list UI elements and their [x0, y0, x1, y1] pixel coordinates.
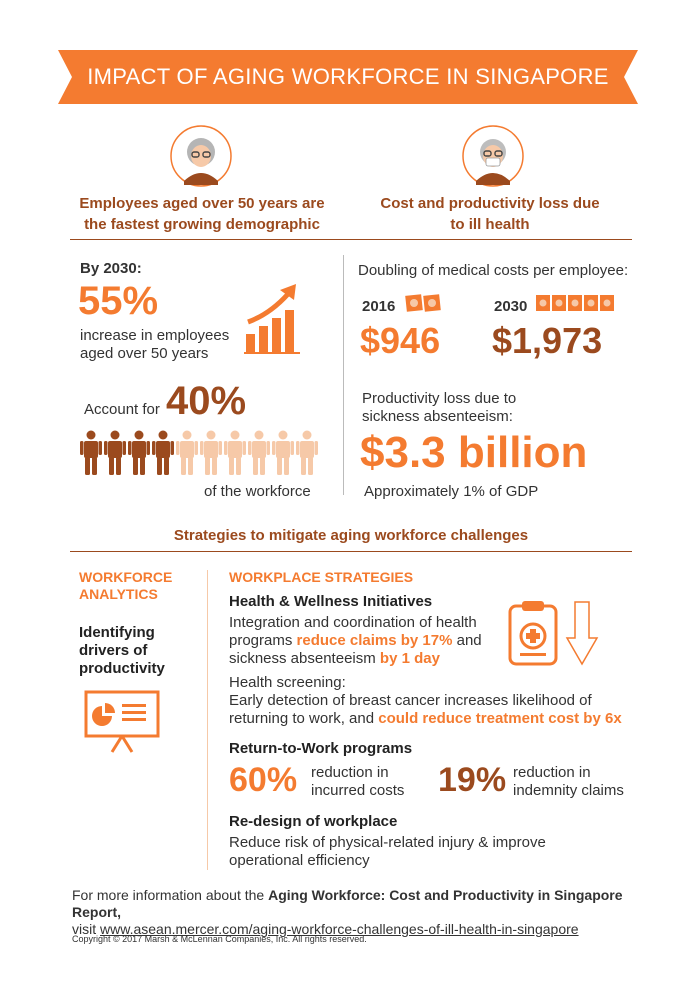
strategies-divider	[70, 551, 632, 552]
down-arrow-icon	[565, 600, 599, 666]
person-icon	[248, 430, 270, 476]
older-woman-icon	[170, 125, 232, 187]
hw-highlight-day: by 1 day	[379, 650, 440, 667]
header-divider	[70, 239, 632, 240]
footer-info-part-a: For more information about the	[72, 887, 265, 903]
year-2030: 2030	[494, 298, 528, 315]
older-man-icon	[462, 125, 524, 187]
analytics-heading: WORKFORCE ANALYTICS	[79, 569, 173, 602]
workforce-share: 40%	[166, 379, 247, 423]
report-title: Aging Workforce: Cost and Productivity in Singapore Report,	[72, 887, 623, 920]
rtw-percentage-2: 19%	[438, 761, 507, 799]
cost-2016: $946	[360, 320, 441, 361]
account-for-label: Account for	[84, 401, 160, 418]
redesign-text: Reduce risk of physical-related injury & improve operational efficiency	[229, 834, 546, 869]
strategy-column-divider	[207, 570, 208, 870]
person-icon	[128, 430, 150, 476]
doubling-label: Doubling of medical costs per employee:	[358, 262, 629, 279]
increase-description: increase in employees aged over 50 years	[80, 327, 230, 362]
rtw-title: Return-to-Work programs	[229, 740, 413, 757]
productivity-loss-label: Productivity loss due to sickness absenteeism:	[362, 390, 517, 425]
gdp-note: Approximately 1% of GDP	[364, 483, 539, 500]
medical-clipboard-icon	[508, 600, 558, 666]
cost-2030: $1,973	[492, 320, 603, 361]
report-link[interactable]: www.asean.mercer.com/aging-workforce-challenges-of-ill-health-in-singapore	[100, 921, 579, 937]
rtw-description-2: reduction in indemnity claims	[513, 764, 624, 799]
workforce-label: of the workforce	[204, 483, 311, 500]
person-icon	[176, 430, 198, 476]
hw-text-part-a: Integration and coordination of health programs	[229, 614, 477, 649]
strategies-title: Strategies to mitigate aging workforce challenges	[173, 527, 529, 544]
workplace-heading: WORKPLACE STRATEGIES	[229, 569, 414, 585]
person-icon	[152, 430, 174, 476]
right-header: Cost and productivity loss due to ill health	[380, 195, 600, 233]
footer-info	[72, 887, 652, 938]
screening-title: Health screening:	[229, 674, 346, 691]
screening-text-part-a: Early detection of breast cancer increases likelihood of returning to work, and	[229, 692, 592, 727]
by-year-label: By 2030:	[80, 260, 142, 277]
health-wellness-text	[229, 614, 491, 668]
redesign-title: Re-design of workplace	[229, 813, 398, 830]
rtw-description-1: reduction in incurred costs	[311, 764, 405, 799]
column-divider	[343, 255, 344, 495]
left-header: Employees aged over 50 years are the fastest growing demographic	[79, 195, 325, 233]
presentation-board-icon	[84, 690, 160, 754]
footer-visit: visit	[72, 921, 97, 937]
increase-percentage: 55%	[78, 279, 159, 323]
year-2016: 2016	[362, 298, 396, 315]
hw-text-part-c: and sickness absenteeism	[229, 632, 482, 667]
screening-text	[229, 692, 639, 728]
page-title: IMPACT OF AGING WORKFORCE IN SINGAPORE	[87, 64, 609, 89]
money-icon	[405, 292, 441, 314]
analytics-subheading: Identifying drivers of productivity	[79, 624, 165, 677]
hw-highlight-claims: reduce claims by 17%	[296, 632, 453, 649]
health-wellness-title: Health & Wellness Initiatives	[229, 593, 433, 610]
person-icon	[272, 430, 294, 476]
person-icon	[224, 430, 246, 476]
screening-highlight: could reduce treatment cost by 6x	[378, 710, 622, 727]
person-icon	[80, 430, 102, 476]
person-icon	[200, 430, 222, 476]
person-icon	[296, 430, 318, 476]
copyright: Copyright © 2017 Marsh & McLennan Companies, Inc. All rights reserved.	[72, 934, 367, 944]
person-icon	[104, 430, 126, 476]
rtw-percentage-1: 60%	[229, 761, 298, 799]
money-stack-icon	[535, 292, 615, 314]
people-row	[80, 430, 320, 476]
productivity-loss-value: $3.3 billion	[360, 428, 588, 477]
growth-chart-icon	[244, 282, 302, 354]
